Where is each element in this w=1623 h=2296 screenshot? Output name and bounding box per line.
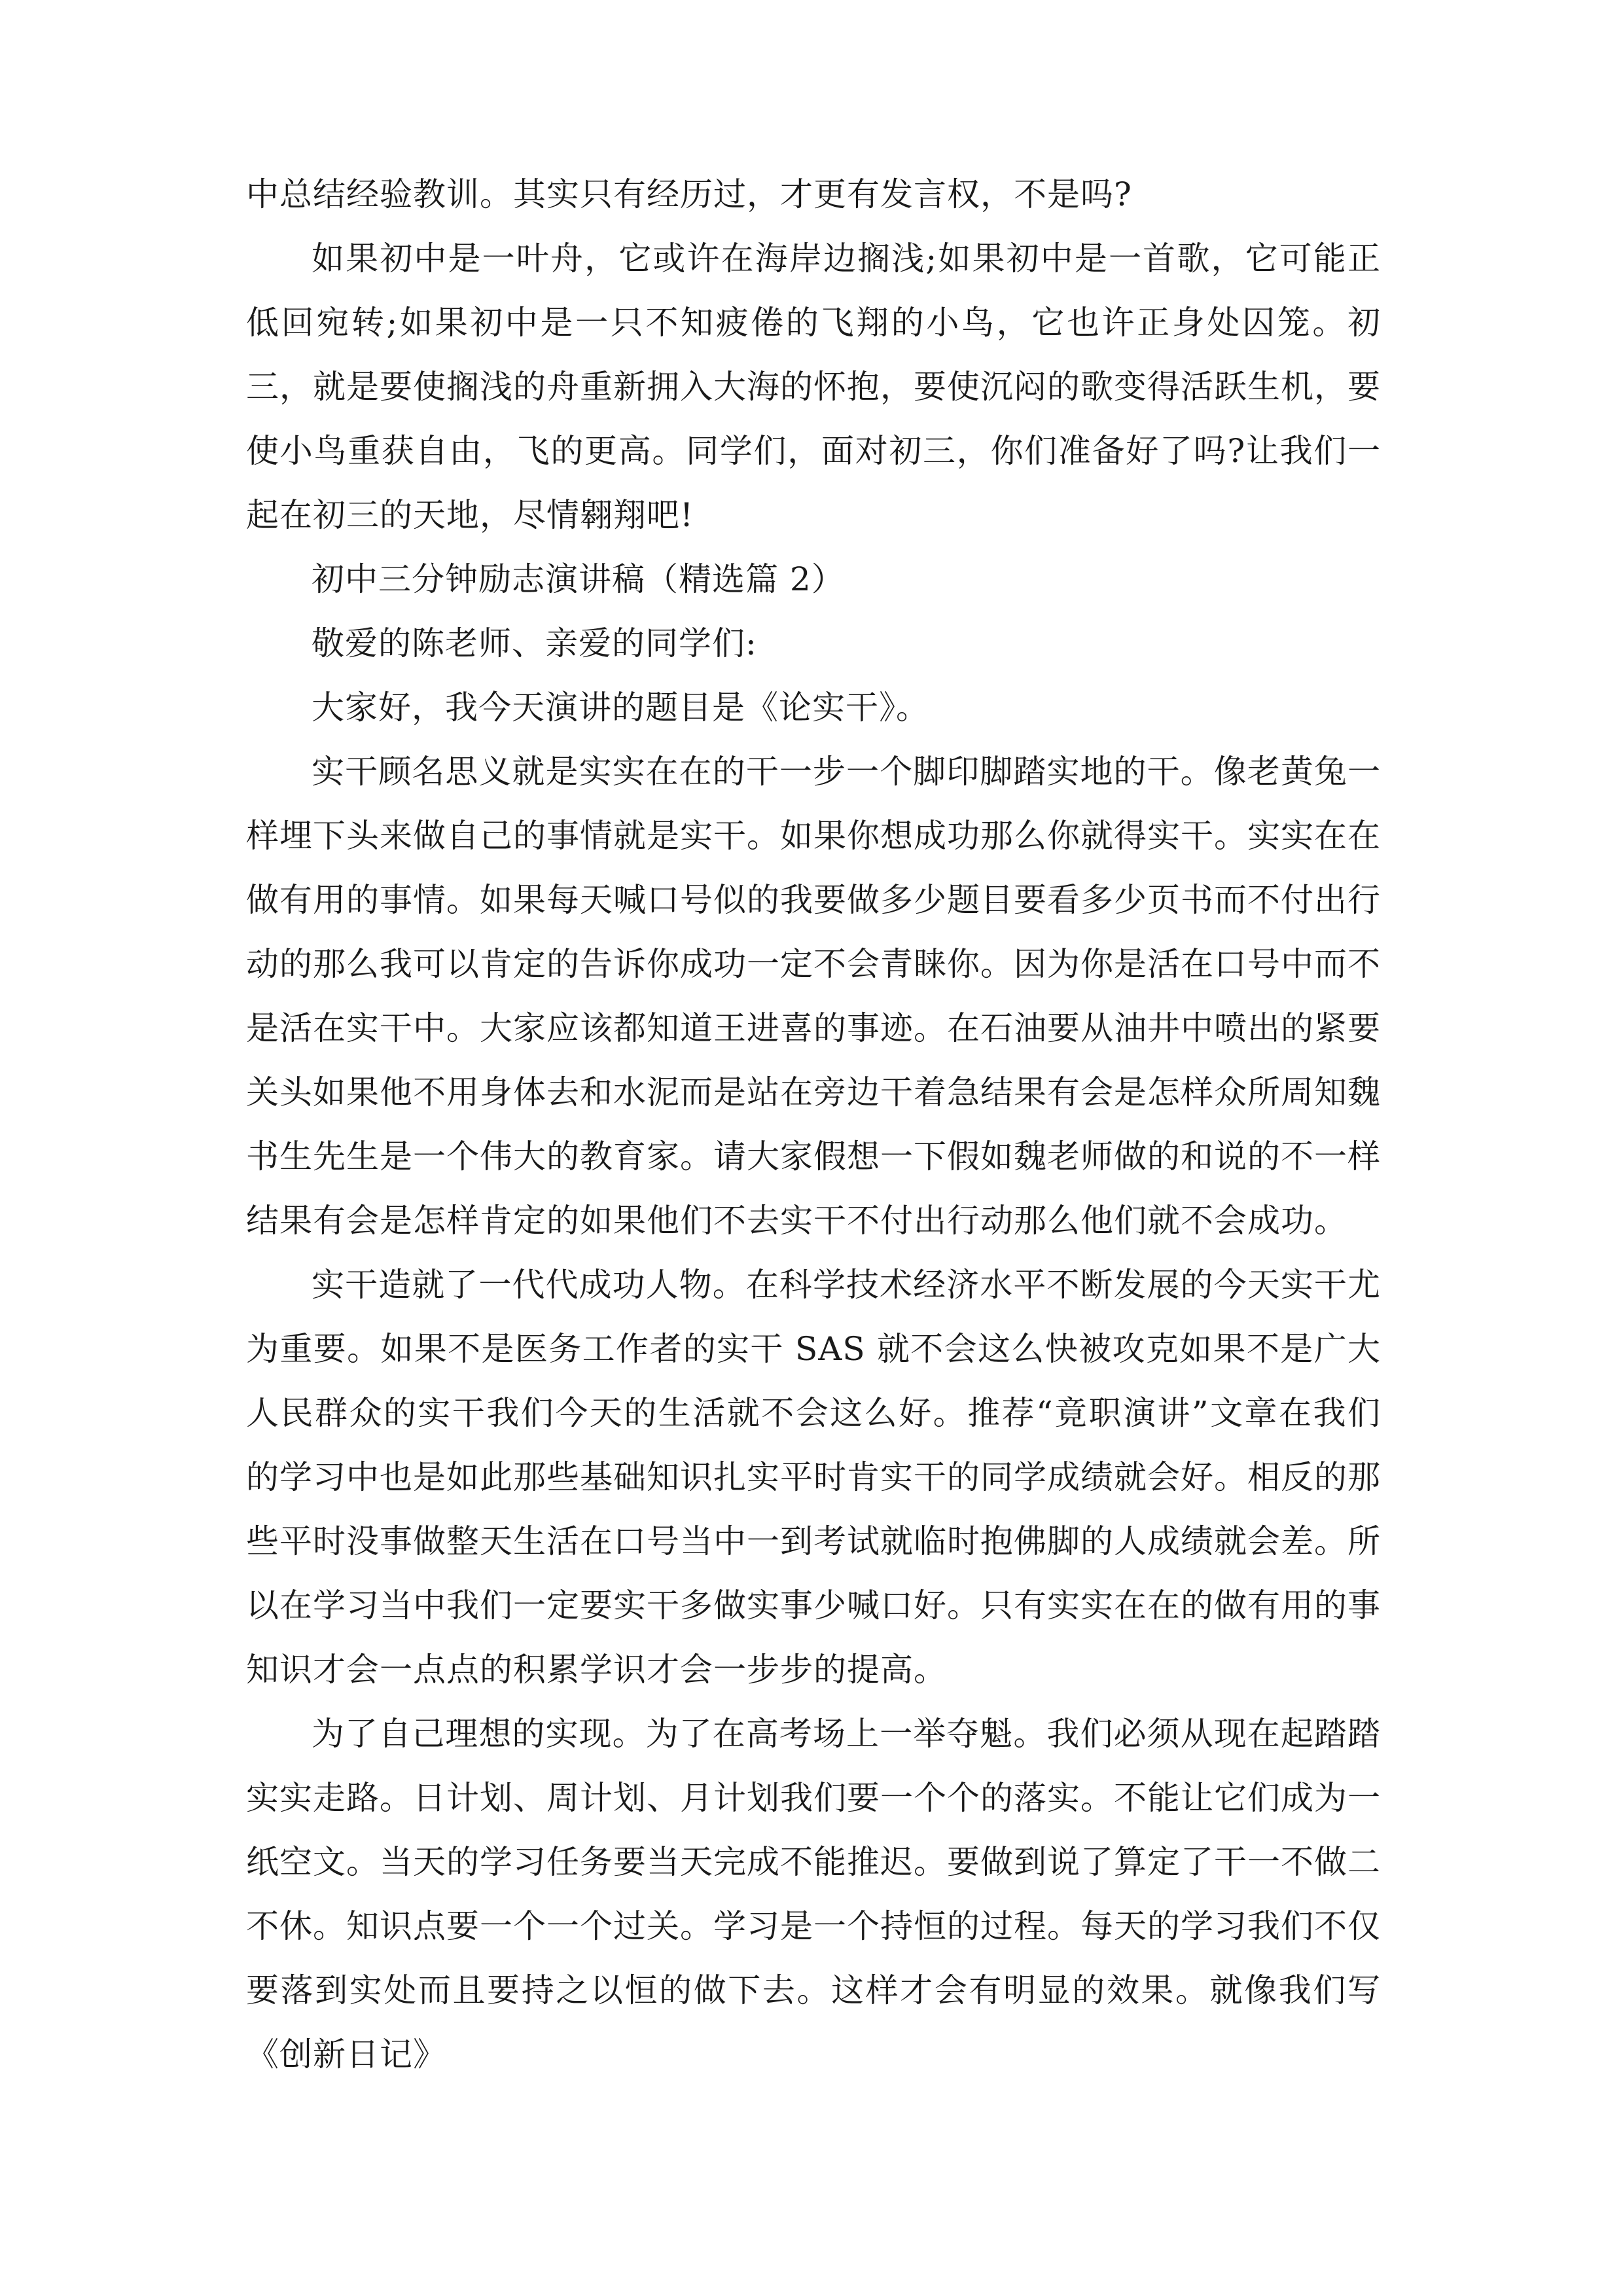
paragraph-definition: 实干顾名思义就是实实在在的干一步一个脚印脚踏实地的干。像老黄兔一样埋下头来做自己的事情就是实干。如果你想成功那么你就得实干。实实在在做有用的事情。如果每天喊口号似的我要做多少题目要看多少页书而不付出行动的那么我可以肯定的告诉你成功一定不会青睐你。因为你是活在口号中而不是活在实干中。大家应该都知道王进喜的事迹。在石油要从油井中喷出的紧要关头如果他不用身体去和水泥而是站在旁边干着急结果有会是怎样众所周知魏书生先生是一个伟大的教育家。请大家假想一下假如魏老师做的和说的不一样结果有会是怎样肯定的如果他们不去实干不付出行动那么他们就不会成功。 xyxy=(246,753,1381,1240)
document-body xyxy=(246,162,1381,2087)
salutation: 敬爱的陈老师、亲爱的同学们: xyxy=(312,624,757,662)
paragraph-goals: 为了自己理想的实现。为了在高考场上一举夺魁。我们必须从现在起踏踏实实走路。日计划、周计划、月计划我们要一个个的落实。不能让它们成为一纸空文。当天的学习任务要当天完成不能推迟。要做到说了算定了干一不做二不休。知识点要一个一个过关。学习是一个持恒的过程。每天的学习我们不仅要落到实处而且要持之以恒的做下去。这样才会有明显的效果。就像我们写《创新日记》 xyxy=(246,1715,1381,2073)
speech-topic: 大家好，我今天演讲的题目是《论实干》。 xyxy=(312,689,929,726)
section-title: 初中三分钟励志演讲稿（精选篇 2） xyxy=(312,560,845,598)
paragraph-achievement: 实干造就了一代代成功人物。在科学技术经济水平不断发展的今天实干尤为重要。如果不是医务工作者的实干 SAS 就不会这么快被攻克如果不是广大人民群众的实干我们今天的生活就不会这么好。推荐“竟职演讲”文章在我们的学习中也是如此那些基础知识扎实平时肯实干的同学成绩就会好。相反的那些平时没事做整天生活在口号当中一到考试就临时抱佛脚的人成绩就会差。所以在学习当中我们一定要实干多做实事少喊口好。只有实实在在的做有用的事知识才会一点点的积累学识才会一步步的提高。 xyxy=(246,1266,1381,1689)
paragraph-continuation: 中总结经验教训。其实只有经历过，才更有发言权，不是吗? xyxy=(246,175,1132,213)
paragraph-metaphor: 如果初中是一叶舟，它或许在海岸边搁浅;如果初中是一首歌，它可能正低回宛转;如果初中是一只不知疲倦的飞翔的小鸟，它也许正身处囚笼。初三，就是要使搁浅的舟重新拥入大海的怀抱，要使沉闷的歌变得活跃生机，要使小鸟重获自由，飞的更高。同学们，面对初三，你们准备好了吗?让我们一起在初三的天地，尽情翱翔吧! xyxy=(246,240,1381,534)
